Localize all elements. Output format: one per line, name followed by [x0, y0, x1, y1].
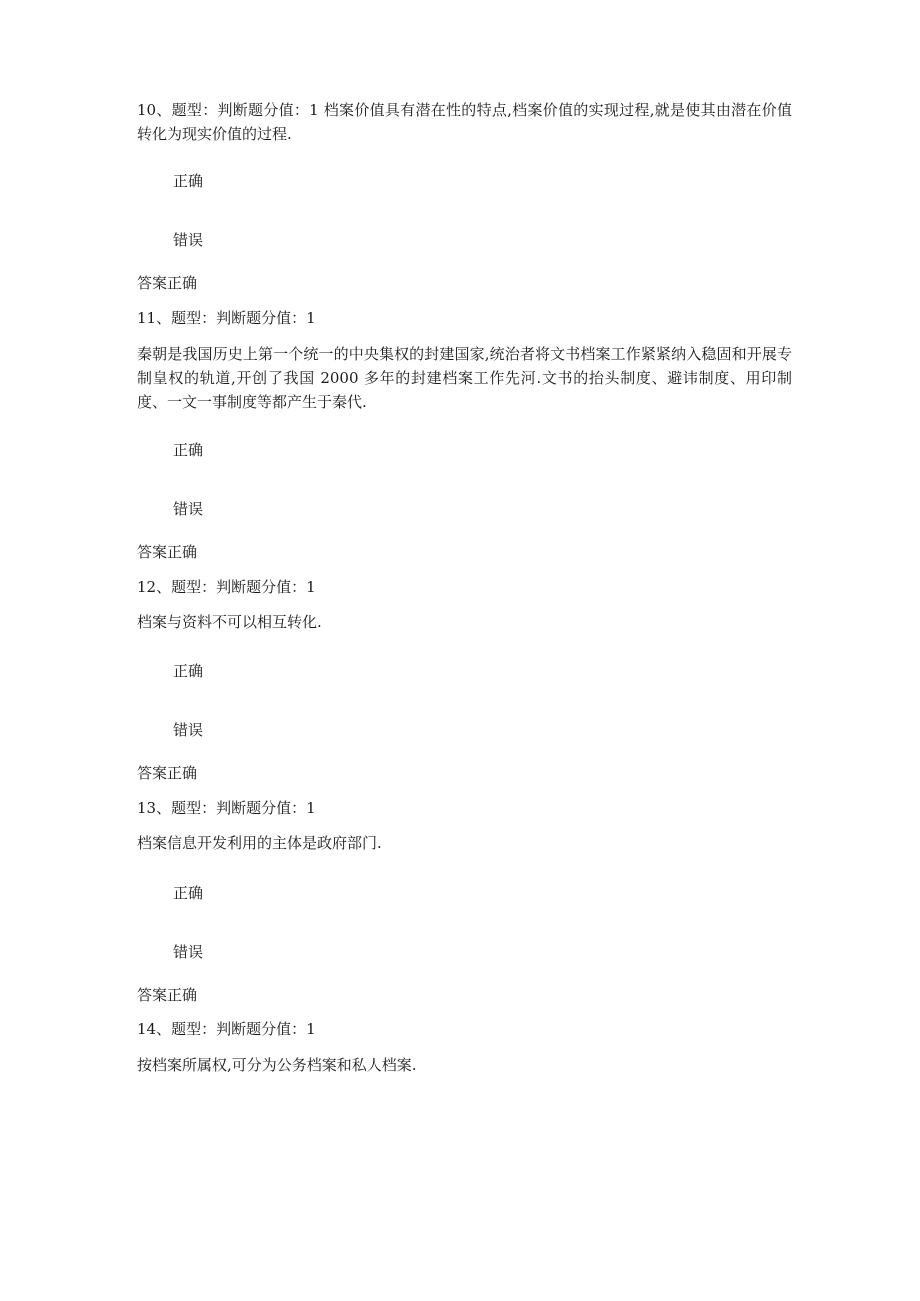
question-13-answer: 答案正确 [137, 986, 198, 1004]
question-14-header: 14、题型：判断题分值：1 [137, 1020, 316, 1038]
question-14-stem: 按档案所属权,可分为公务档案和私人档案. [137, 1056, 417, 1074]
question-12-header: 12、题型：判断题分值：1 [137, 578, 316, 596]
question-10-option-false: 错误 [173, 231, 204, 249]
question-13-option-true: 正确 [173, 884, 204, 902]
question-13-option-false: 错误 [173, 943, 204, 961]
question-12-option-false: 错误 [173, 721, 204, 739]
question-13-stem: 档案信息开发利用的主体是政府部门. [137, 834, 382, 852]
question-11-header: 11、题型：判断题分值：1 [137, 309, 316, 327]
question-11-answer: 答案正确 [137, 543, 198, 561]
question-11-stem: 秦朝是我国历史上第一个统一的中央集权的封建国家,统治者将文书档案工作紧紧纳入稳固和开展专制皇权的轨道,开创了我国 2000 多年的封建档案工作先河.文书的抬头制度、避讳制度、用印制度、一文一事制度等都产生于秦代. [137, 345, 792, 411]
question-10-answer: 答案正确 [137, 274, 198, 292]
question-12-answer: 答案正确 [137, 764, 198, 782]
question-12-stem: 档案与资料不可以相互转化. [137, 613, 322, 631]
question-13-header: 13、题型：判断题分值：1 [137, 799, 316, 817]
question-11-option-false: 错误 [173, 500, 204, 518]
question-10-option-true: 正确 [173, 172, 204, 190]
question-10-text: 10、题型：判断题分值：1 档案价值具有潜在性的特点,档案价值的实现过程,就是使其由潜在价值转化为现实价值的过程. [137, 101, 792, 143]
question-12-option-true: 正确 [173, 662, 204, 680]
question-11-option-true: 正确 [173, 441, 204, 459]
